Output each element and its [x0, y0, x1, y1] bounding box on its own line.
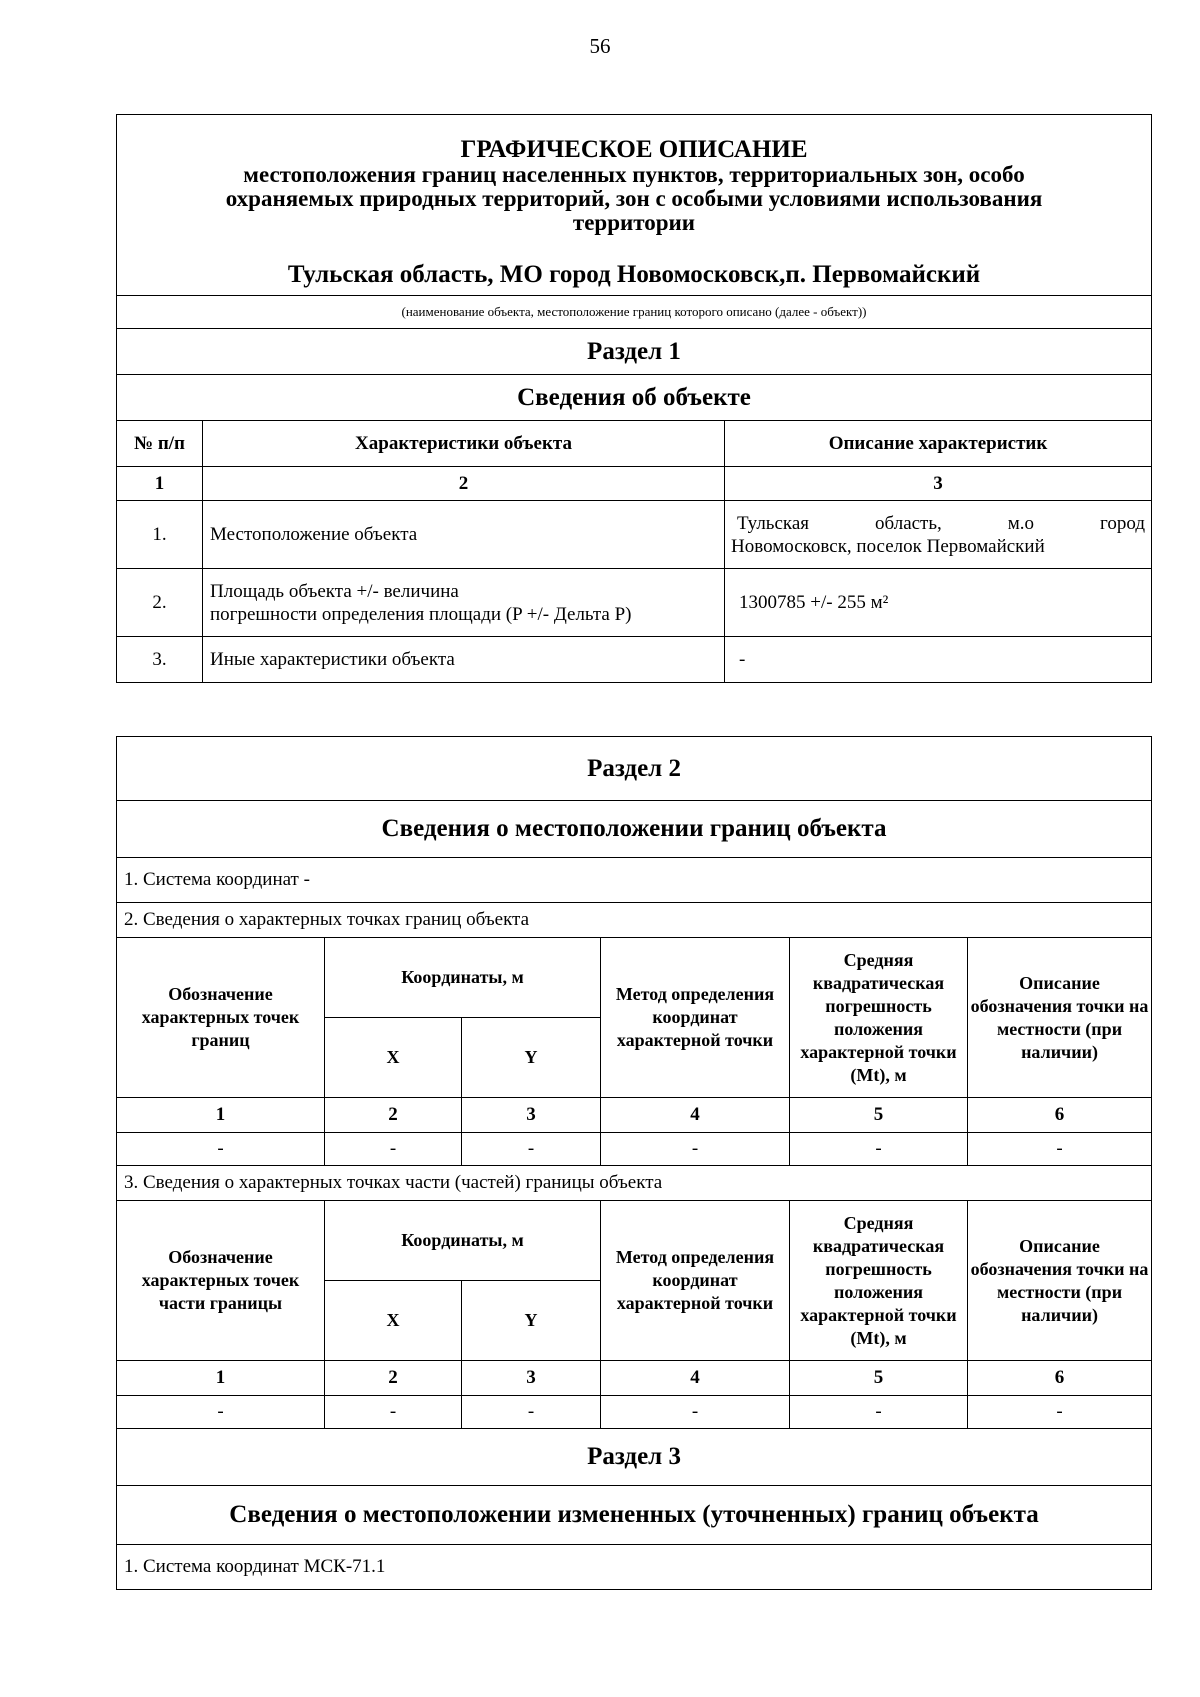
col-header-num: № п/п	[117, 421, 203, 467]
col-number: 4	[601, 1098, 790, 1133]
row-number: 3.	[117, 637, 203, 683]
header-error: Средняя квадратическая погрешность положения характерной точки (Mt), м	[790, 938, 968, 1098]
header-method: Метод определения координат характерной точки	[601, 1201, 790, 1361]
col-number: 5	[790, 1361, 968, 1396]
row-name-line1: Площадь объекта +/- величина	[210, 580, 459, 602]
part-points-title: 3. Сведения о характерных точках части (частей) границы объекта	[117, 1166, 1152, 1201]
object-note: (наименование объекта, местоположение границ которого описано (далее - объект))	[117, 296, 1152, 329]
document-header	[117, 115, 1152, 296]
empty-cell: -	[325, 1396, 462, 1429]
empty-cell: -	[968, 1133, 1152, 1166]
header-error: Средняя квадратическая погрешность положения характерной точки (Mt), м	[790, 1201, 968, 1361]
header-description: Описание обозначения точки на местности (при наличии)	[968, 1201, 1152, 1361]
header-method: Метод определения координат характерной точки	[601, 938, 790, 1098]
table-row	[117, 501, 1152, 569]
empty-cell: -	[790, 1396, 968, 1429]
empty-cell: -	[117, 1133, 325, 1166]
section2-subtitle: Сведения о местоположении границ объекта	[117, 801, 1152, 858]
section1-title: Раздел 1	[117, 329, 1152, 375]
col-header-characteristic: Характеристики объекта	[203, 421, 725, 467]
document-subtitle-3: территории	[572, 210, 696, 235]
empty-cell: -	[790, 1133, 968, 1166]
section1-table	[116, 114, 1152, 683]
header-y: Y	[462, 1281, 601, 1361]
col-number: 2	[203, 467, 725, 501]
empty-cell: -	[601, 1396, 790, 1429]
section3-subtitle: Сведения о местоположении измененных (уточненных) границ объекта	[117, 1486, 1152, 1545]
col-number: 3	[462, 1098, 601, 1133]
row-name: Иные характеристики объекта	[203, 637, 725, 683]
header-designation: Обозначение характерных точек границ	[117, 938, 325, 1098]
header-x: X	[325, 1018, 462, 1098]
section3-title: Раздел 3	[117, 1429, 1152, 1486]
row-value: 1300785 +/- 255 м²	[725, 569, 1152, 637]
table-row	[117, 1396, 1152, 1429]
empty-cell: -	[968, 1396, 1152, 1429]
row-value-line2: Новомосковск, поселок Первомайский	[731, 535, 1045, 557]
col-header-description: Описание характеристик	[725, 421, 1152, 467]
col-number: 1	[117, 1361, 325, 1396]
table-row	[117, 637, 1152, 683]
row-value: -	[725, 637, 1152, 683]
empty-cell: -	[325, 1133, 462, 1166]
col-number: 6	[968, 1361, 1152, 1396]
section3-coord-system: 1. Система координат МСК-71.1	[117, 1545, 1152, 1590]
empty-cell: -	[601, 1133, 790, 1166]
section2-title: Раздел 2	[117, 737, 1152, 801]
header-coords: Координаты, м	[325, 938, 601, 1018]
table-row	[117, 569, 1152, 637]
row-name	[203, 569, 725, 637]
empty-cell: -	[117, 1396, 325, 1429]
header-coords: Координаты, м	[325, 1201, 601, 1281]
page-number: 56	[589, 34, 611, 58]
header-description: Описание обозначения точки на местности (при наличии)	[968, 938, 1152, 1098]
col-number: 1	[117, 1098, 325, 1133]
document-subtitle-2: охраняемых природных территорий, зон с особыми условиями использования	[225, 186, 1043, 211]
col-number: 6	[968, 1098, 1152, 1133]
row-value-line1: Тульская область, м.о город	[737, 512, 1145, 534]
section1-subtitle: Сведения об объекте	[117, 375, 1152, 421]
points-title: 2. Сведения о характерных точках границ объекта	[117, 903, 1152, 938]
row-name-line2: погрешности определения площади (P +/- Дельта P)	[210, 603, 632, 625]
document-subtitle-1: местоположения границ населенных пунктов, территориальных зон, особо	[243, 162, 1025, 187]
header-x: X	[325, 1281, 462, 1361]
empty-cell: -	[462, 1396, 601, 1429]
col-number: 1	[117, 467, 203, 501]
document-title: ГРАФИЧЕСКОЕ ОПИСАНИЕ	[460, 136, 808, 163]
object-location-title: Тульская область, МО город Новомосковск,п. Первомайский	[287, 261, 981, 288]
coord-system: 1. Система координат -	[117, 858, 1152, 903]
header-designation-part: Обозначение характерных точек части границы	[117, 1201, 325, 1361]
row-name: Местоположение объекта	[203, 501, 725, 569]
col-number: 4	[601, 1361, 790, 1396]
row-number: 2.	[117, 569, 203, 637]
col-number: 3	[462, 1361, 601, 1396]
col-number: 2	[325, 1098, 462, 1133]
col-number: 3	[725, 467, 1152, 501]
section2-table	[116, 736, 1152, 1590]
row-value	[725, 501, 1152, 569]
row-number: 1.	[117, 501, 203, 569]
col-number: 5	[790, 1098, 968, 1133]
col-number: 2	[325, 1361, 462, 1396]
header-y: Y	[462, 1018, 601, 1098]
empty-cell: -	[462, 1133, 601, 1166]
table-row	[117, 1133, 1152, 1166]
